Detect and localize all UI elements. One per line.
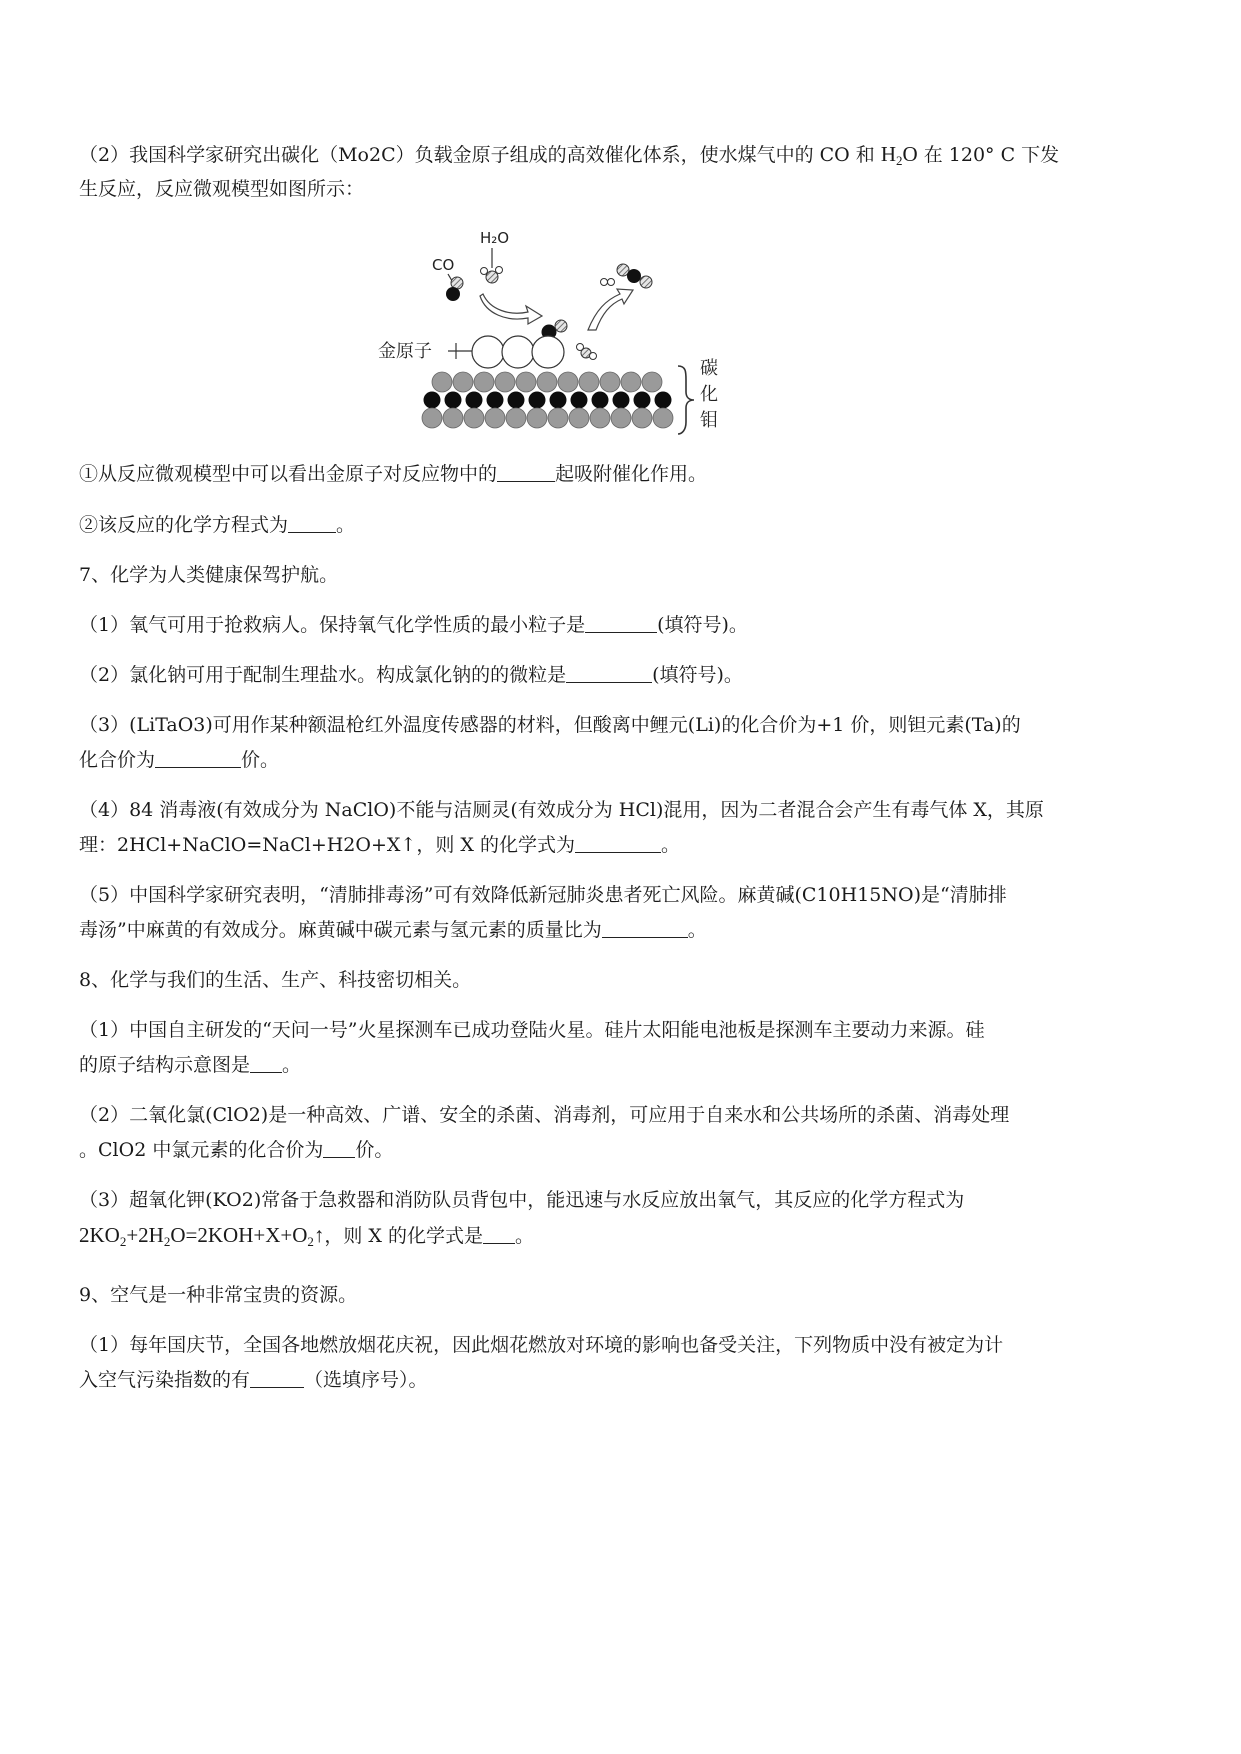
mo2c-label-1: 碳 [700, 358, 718, 379]
lattice-atom [495, 372, 515, 392]
lattice-atom [550, 392, 567, 409]
ko2-equation: $2KO_2+2H_2O=2KOH+X+O_2↑$ [79, 1223, 325, 1249]
lattice-atom [569, 408, 589, 428]
lattice-atom [529, 392, 546, 409]
adsorbed-oh [577, 344, 597, 360]
lattice-atom [642, 372, 662, 392]
q7-p4-line2: 理：2HCl+NaClO=NaCl+H2O+X↑，则 X 的化学式为 。 [79, 834, 680, 856]
product-arrow-icon [588, 289, 633, 330]
q7-p5-line1: （5）中国科学家研究表明，“清肺排毒汤”可有效降低新冠肺炎患者死亡风险。麻黄碱(C10H15NO)是“清肺排 [79, 884, 1007, 906]
co2-molecule [617, 264, 652, 288]
q8-p1-line1: （1）中国自主研发的“天问一号”火星探测车已成功登陆火星。硅片太阳能电池板是探测车主要动力来源。硅 [79, 1019, 985, 1041]
q8-p3-line1: （3）超氧化钾(KO2)常备于急救器和消防队员背包中，能迅速与水反应放出氧气，其反应的化学方程式为 [79, 1189, 965, 1211]
lattice-atom [590, 408, 610, 428]
h2o-label: H₂O [480, 229, 510, 247]
answer-blank[interactable] [602, 917, 688, 938]
lattice-atom [632, 408, 652, 428]
molybdenum-carbide-lattice [422, 372, 673, 428]
co-molecule [446, 277, 463, 301]
answer-blank[interactable] [497, 461, 555, 482]
answer-blank[interactable] [155, 747, 241, 768]
lattice-atom [506, 408, 526, 428]
q7-p3-line2: 化合价为 价。 [79, 749, 280, 771]
q9-title: 9、空气是一种非常宝贵的资源。 [79, 1284, 358, 1306]
answer-blank[interactable] [566, 662, 652, 683]
lattice-atom [424, 392, 441, 409]
lattice-atom [527, 408, 547, 428]
lattice-atom [611, 408, 631, 428]
mo2c-label-3: 钼 [700, 410, 718, 431]
q6-sub1: ①从反应微观模型中可以看出金原子对反应物中的 起吸附催化作用。 [79, 463, 708, 485]
lattice-atom [634, 392, 651, 409]
answer-blank[interactable] [250, 1052, 282, 1073]
answer-blank[interactable] [288, 512, 336, 533]
q9-p1-line1: （1）每年国庆节，全国各地燃放烟花庆祝，因此烟花燃放对环境的影响也备受关注，下列物质中没有被定为计 [79, 1334, 1004, 1356]
lattice-atom [443, 408, 463, 428]
lattice-atom [655, 392, 672, 409]
q6-part2-line2: 生反应，反应微观模型如图所示： [79, 178, 365, 200]
lattice-atom [508, 392, 525, 409]
q8-p3-line2: $2KO_2+2H_2O=2KOH+X+O_2↑$，则 X 的化学式是 。 [79, 1223, 535, 1249]
lattice-atom [592, 392, 609, 409]
q7-p2: （2）氯化钠可用于配制生理盐水。构成氯化钠的的微粒是 (填符号)。 [79, 664, 743, 686]
h2o-formula: $H_2O$ [880, 142, 918, 168]
answer-blank[interactable] [250, 1367, 304, 1388]
q6-sub2: ②该反应的化学方程式为 。 [79, 514, 356, 536]
q9-p1-line2: 入空气污染指数的有 （选填序号）。 [79, 1369, 428, 1391]
brace-icon [678, 366, 694, 434]
lattice-atom [571, 392, 588, 409]
q7-p3-line1: （3）(LiTaO3)可用作某种额温枪红外温度传感器的材料，但酸离中鲤元(Li)的化合价为+1 价，则钽元素(Ta)的 [79, 714, 1021, 736]
lattice-atom [487, 392, 504, 409]
lattice-atom [464, 408, 484, 428]
lattice-atom [537, 372, 557, 392]
lattice-atom [432, 372, 452, 392]
lattice-atom [579, 372, 599, 392]
lattice-atom [621, 372, 641, 392]
lattice-atom [516, 372, 536, 392]
mo2c-label-2: 化 [700, 384, 718, 405]
lattice-atom [466, 392, 483, 409]
q7-p1: （1）氧气可用于抢救病人。保持氧气化学性质的最小粒子是 (填符号)。 [79, 614, 748, 636]
lattice-atom [445, 392, 462, 409]
reaction-arrow-icon [480, 294, 542, 324]
lattice-atom [548, 408, 568, 428]
lattice-atom [653, 408, 673, 428]
lattice-atom [474, 372, 494, 392]
lattice-atom [558, 372, 578, 392]
reaction-micro-model-diagram [378, 229, 830, 480]
answer-blank[interactable] [585, 612, 657, 633]
gold-atoms [472, 336, 564, 368]
lattice-atom [453, 372, 473, 392]
water-molecule [481, 267, 503, 284]
q6-part2-line1: （2）我国科学家研究出碳化（Mo2C）负载金原子组成的高效催化体系，使水煤气中的 CO 和 $H_2O$ 在 120° C 下发 [79, 142, 1060, 168]
q8-p1-line2: 的原子结构示意图是 。 [79, 1054, 302, 1076]
q8-p2-line1: （2）二氧化氯(ClO2)是一种高效、广谱、安全的杀菌、消毒剂，可应用于自来水和公共场所的杀菌、消毒处理 [79, 1104, 1010, 1126]
q7-p4-line1: （4）84 消毒液(有效成分为 NaClO)不能与洁厕灵(有效成分为 HCl)混用，因为二者混合会产生有毒气体 X，其原 [79, 799, 1044, 821]
co-label: CO [432, 256, 455, 274]
q8-p2-line2: 。ClO2 中氯元素的化合价为 价。 [79, 1139, 394, 1161]
hydrogen-molecule [601, 279, 615, 286]
lattice-atom [613, 392, 630, 409]
answer-blank[interactable] [323, 1137, 355, 1158]
gold-atom-label: 金原子 [378, 341, 432, 362]
lattice-atom [485, 408, 505, 428]
q8-title: 8、化学与我们的生活、生产、科技密切相关。 [79, 969, 472, 991]
q7-title: 7、化学为人类健康保驾护航。 [79, 564, 339, 586]
answer-blank[interactable] [575, 832, 661, 853]
q7-p5-line2: 毒汤”中麻黄的有效成分。麻黄碱中碳元素与氢元素的质量比为 。 [79, 919, 707, 941]
answer-blank[interactable] [483, 1223, 515, 1244]
lattice-atom [422, 408, 442, 428]
lattice-atom [600, 372, 620, 392]
